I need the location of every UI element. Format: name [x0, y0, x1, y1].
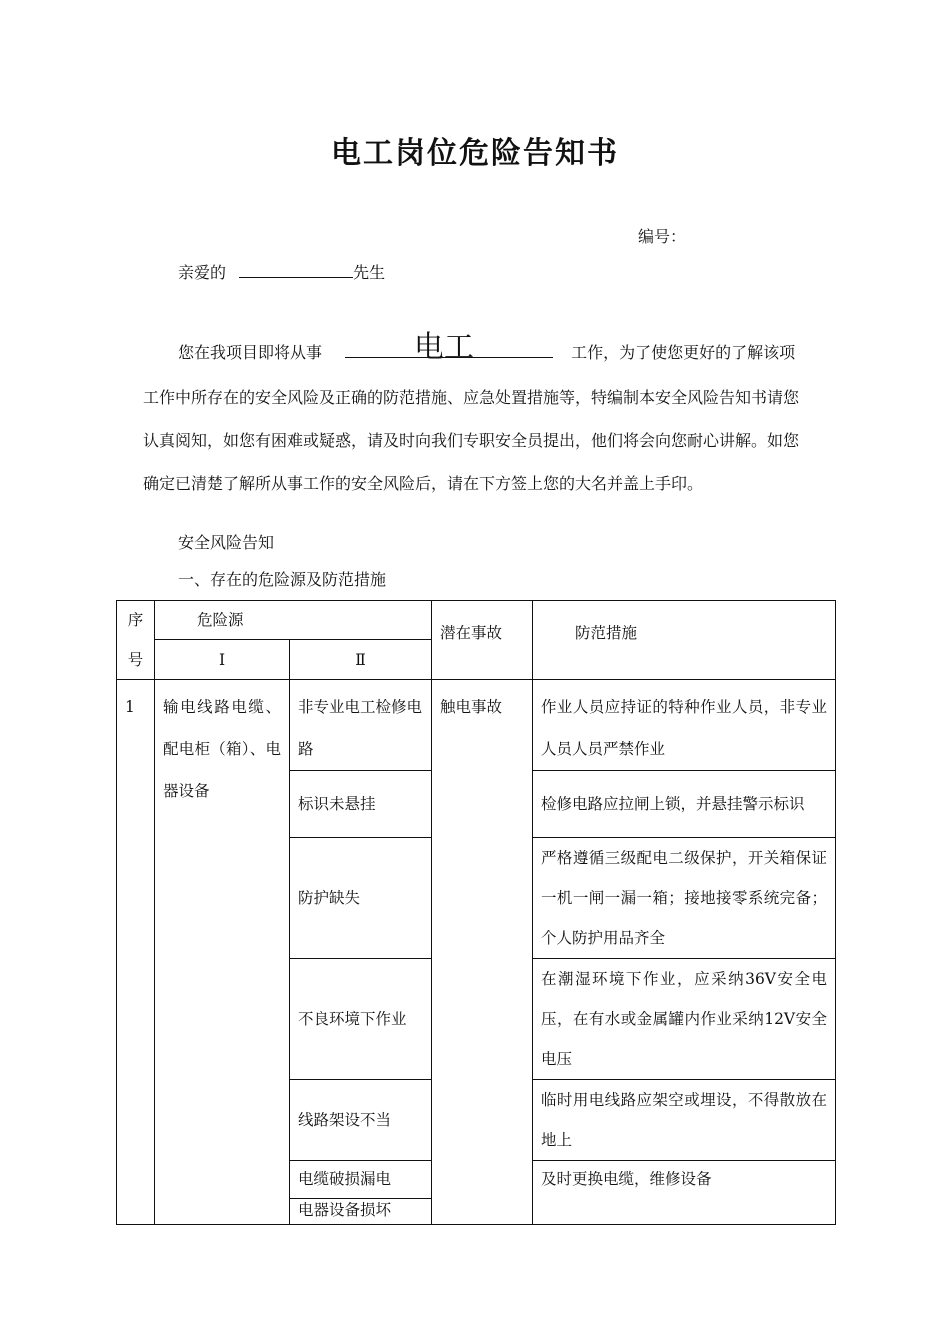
measure-item: 检修电路应拉闸上锁，并悬挂警示标识 [533, 771, 836, 838]
intro-body: 工作中所存在的安全风险及正确的防范措施、应急处置措施等，特编制本安全风险告知书请您认真阅知，如您有困难或疑惑，请及时向我们专职安全员提出，他们将会向您耐心讲解。如您确定已清楚了解所从事工作的安全风险后，请在下方签上您的大名并盖上手印。 [143, 388, 800, 493]
greeting-prefix: 亲爱的 [178, 263, 227, 282]
subsection-heading: 一、存在的危险源及防范措施 [178, 570, 387, 589]
intro-after-blank: 工作，为了使您更好的了解该项 [571, 343, 796, 362]
header-hazard-source-label: 危险源 [197, 611, 244, 629]
hazard-item: 电缆破损漏电 [290, 1161, 432, 1199]
name-blank[interactable] [239, 277, 353, 278]
hazard-table [116, 600, 836, 1225]
hazard-item: 标识未悬挂 [290, 771, 432, 838]
header-potential-accident: 潜在事故 [432, 601, 533, 680]
header-hazard-source [155, 601, 432, 640]
hazard-item: 线路架设不当 [290, 1080, 432, 1161]
hazard-item: 非专业电工检修电路 [290, 680, 432, 771]
intro-before-blank: 您在我项目即将从事 [178, 343, 323, 362]
measure-item: 严格遵循三级配电二级保护，开关箱保证一机一闸一漏一箱；接地接零系统完备；个人防护用品齐全 [533, 838, 836, 959]
measure-item: 作业人员应持证的特种作业人员，非专业人员人员严禁作业 [533, 680, 836, 771]
header-seq-bottom: 号 [117, 640, 155, 680]
section-heading: 安全风险告知 [178, 533, 275, 552]
measure-item: 临时用电线路应架空或埋设，不得散放在地上 [533, 1080, 836, 1161]
accident-cell: 触电事故 [432, 680, 533, 1225]
measure-item: 在潮湿环境下作业，应采纳36V安全电压，在有水或金属罐内作业采纳12V安全电压 [533, 959, 836, 1080]
filled-job-name: 电工 [414, 330, 474, 365]
intro-first-line [178, 340, 795, 363]
header-level1: Ⅰ [155, 640, 290, 680]
hazard-level1-cell: 输电线路电缆、配电柜（箱）、电器设备 [155, 680, 290, 1225]
document-title: 电工岗位危险告知书 [331, 136, 619, 171]
hazard-item: 电器设备损坏 [290, 1199, 432, 1225]
hazard-item: 防护缺失 [290, 838, 432, 959]
header-prevention [533, 601, 836, 680]
doc-number-label: 编号： [638, 227, 687, 246]
header-seq-top: 序 [117, 601, 155, 640]
greeting-line [178, 260, 385, 283]
header-level2: Ⅱ [290, 640, 432, 680]
hazard-item: 不良环境下作业 [290, 959, 432, 1080]
header-prevention-label: 防范措施 [575, 624, 638, 642]
greeting-suffix: 先生 [353, 263, 386, 282]
row-seq: 1 [117, 680, 155, 1225]
measure-item: 及时更换电缆，维修设备 [533, 1161, 836, 1225]
